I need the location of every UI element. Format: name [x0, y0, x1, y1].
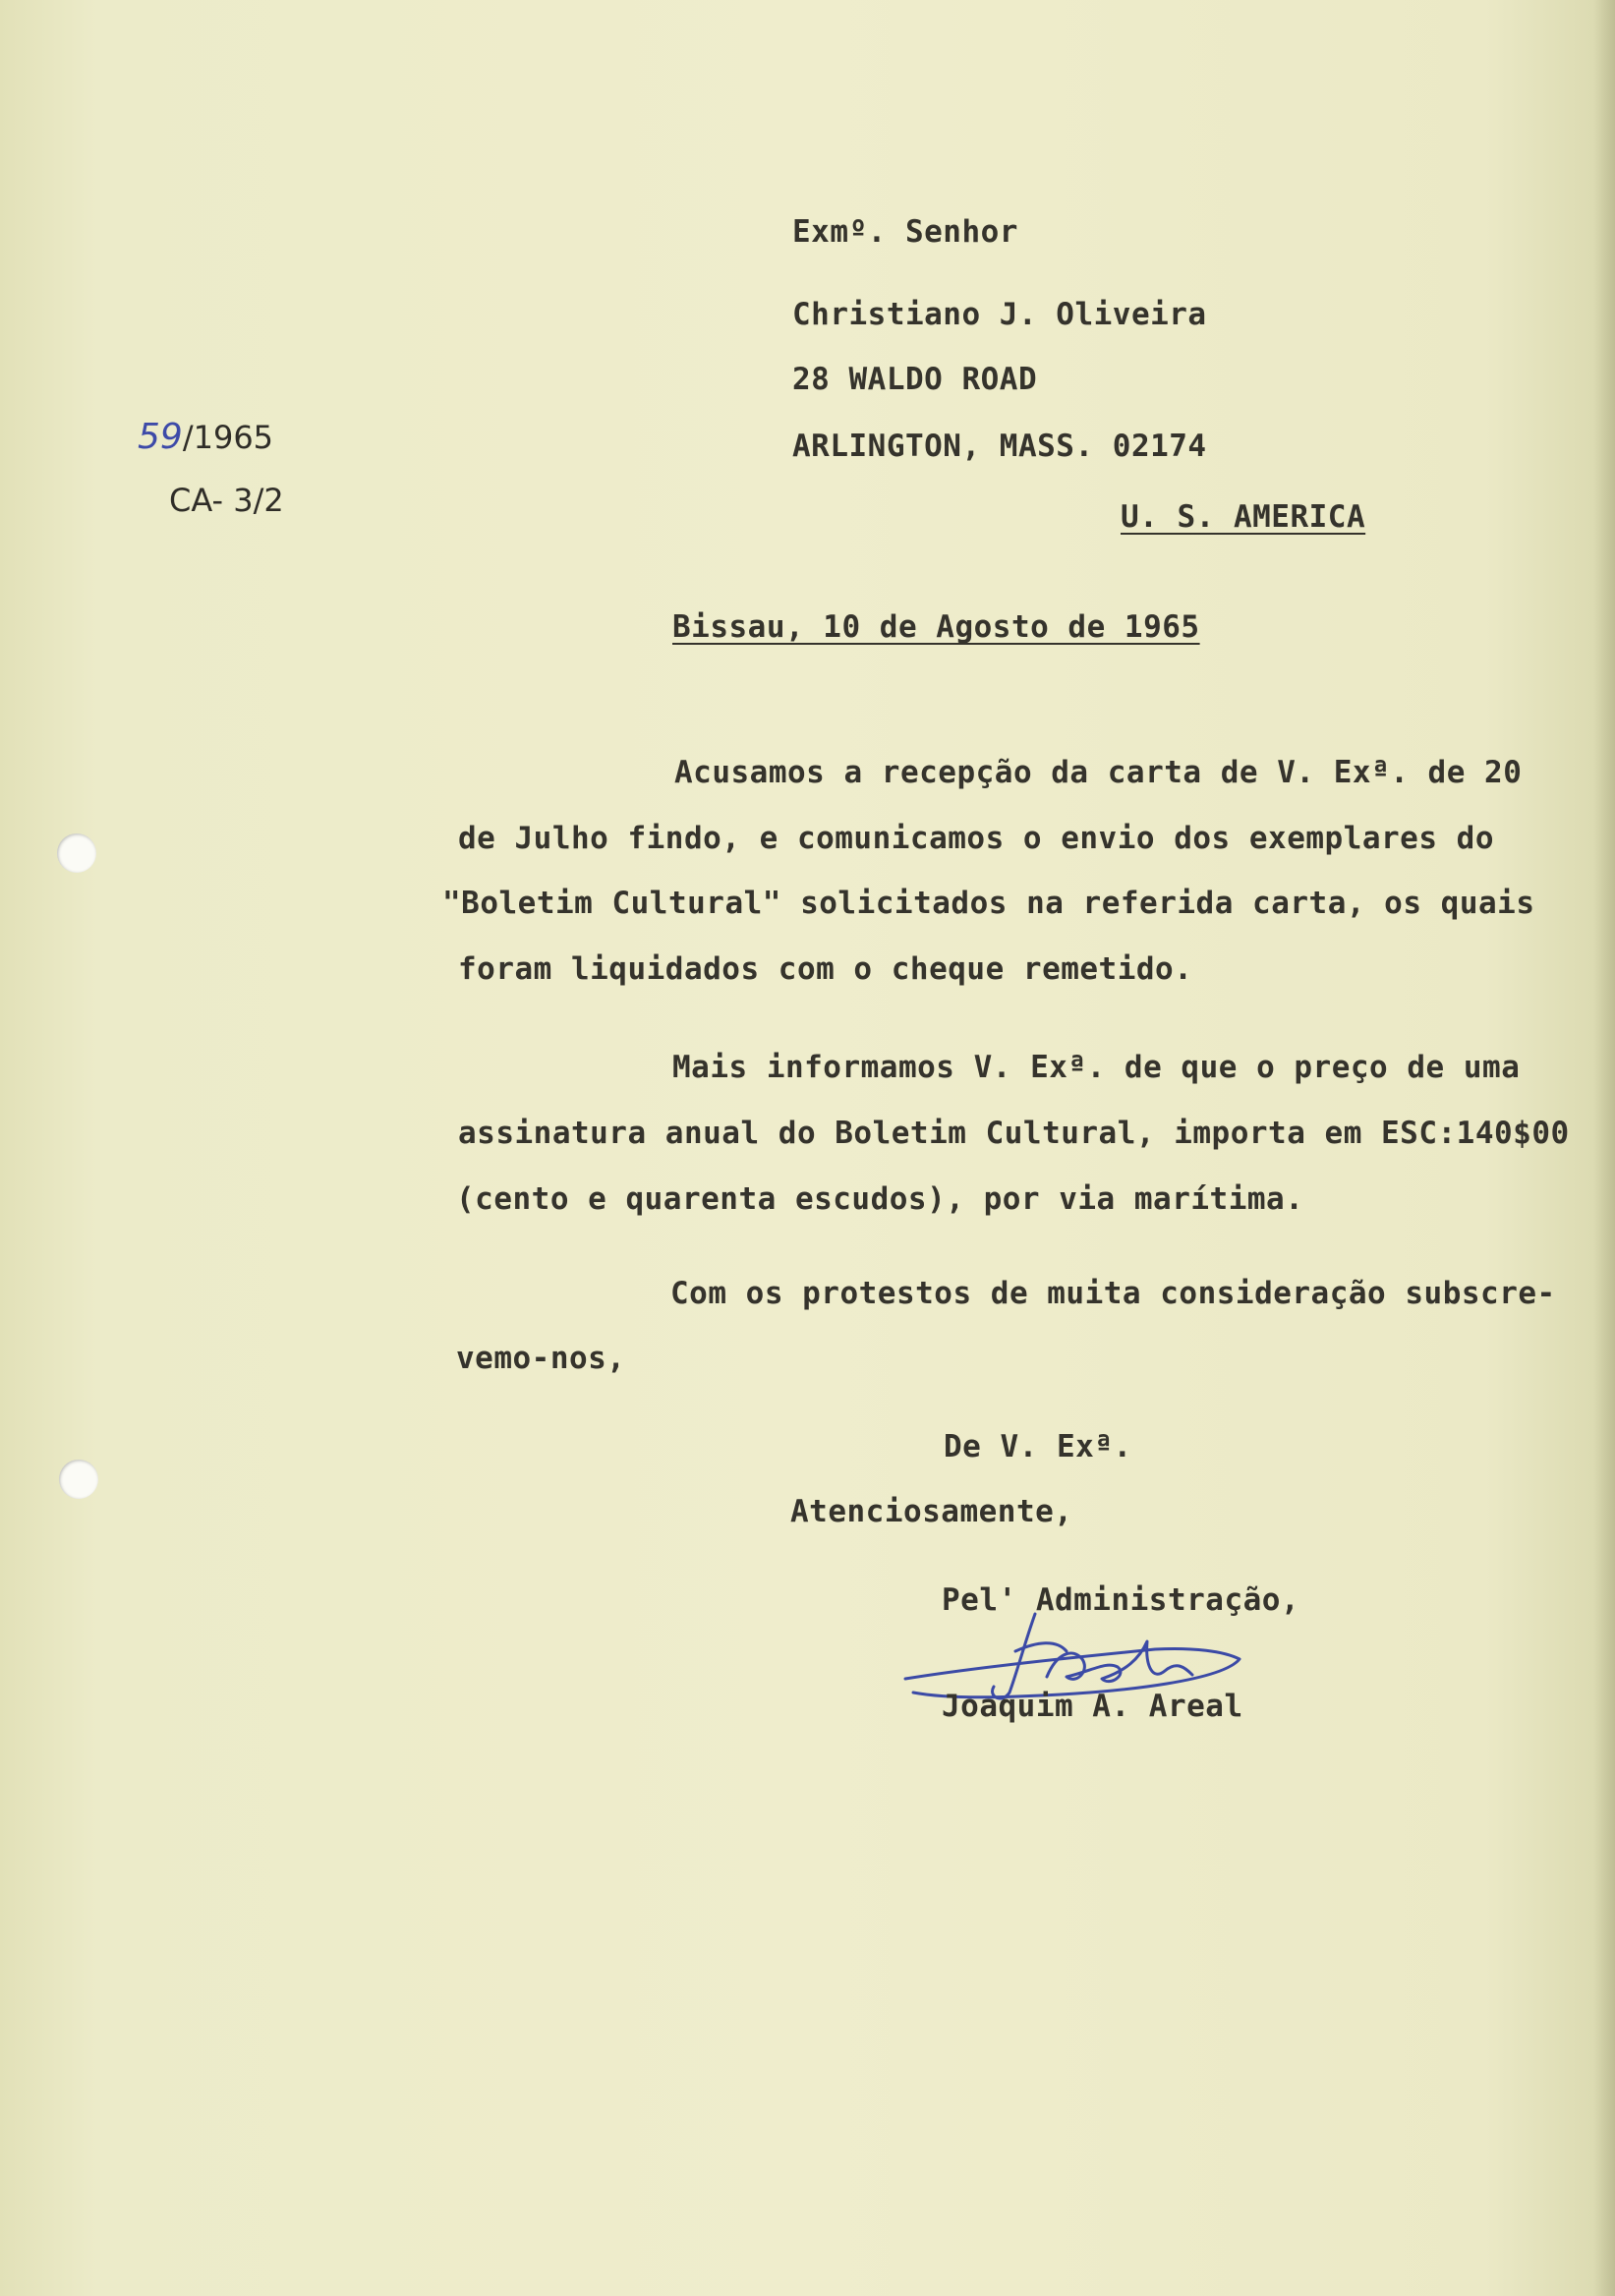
reference-number: 59	[138, 417, 183, 457]
body-line: "Boletim Cultural" solicitados na referida carta, os quais	[442, 886, 1535, 921]
punch-hole-top	[57, 833, 96, 873]
closing-line-2: Atenciosamente,	[790, 1494, 1073, 1529]
page-edge-shadow	[1593, 0, 1615, 2296]
closing-line-1: De V. Exª.	[944, 1429, 1132, 1464]
body-line: assinatura anual do Boletim Cultural, importa em ESC:140$00	[458, 1116, 1570, 1151]
body-line: Com os protestos de muita consideração subscre-	[670, 1276, 1556, 1311]
reference-year: /1965	[182, 419, 274, 456]
body-line: Acusamos a recepção da carta de V. Exª. de 20	[674, 755, 1523, 790]
body-line: Mais informamos V. Exª. de que o preço de uma	[672, 1050, 1521, 1085]
reference-line	[138, 417, 273, 457]
recipient-country: U. S. AMERICA	[1121, 499, 1366, 535]
recipient-city: ARLINGTON, MASS. 02174	[792, 429, 1207, 464]
recipient-salutation: Exmº. Senhor	[792, 214, 1018, 250]
place-date: Bissau, 10 de Agosto de 1965	[672, 609, 1200, 645]
signatory-name: Joaquim A. Areal	[942, 1689, 1243, 1724]
reference-code: CA- 3/2	[169, 482, 284, 519]
body-line: de Julho findo, e comunicamos o envio dos exemplares do	[458, 821, 1494, 856]
body-line: foram liquidados com o cheque remetido.	[458, 951, 1193, 987]
punch-hole-bottom	[59, 1460, 98, 1499]
body-line: (cento e quarenta escudos), por via marítima.	[456, 1181, 1304, 1217]
body-line: vemo-nos,	[456, 1341, 626, 1376]
recipient-street: 28 WALDO ROAD	[792, 362, 1038, 397]
closing-line-3: Pel' Administração,	[942, 1582, 1300, 1618]
recipient-name: Christiano J. Oliveira	[792, 297, 1207, 332]
